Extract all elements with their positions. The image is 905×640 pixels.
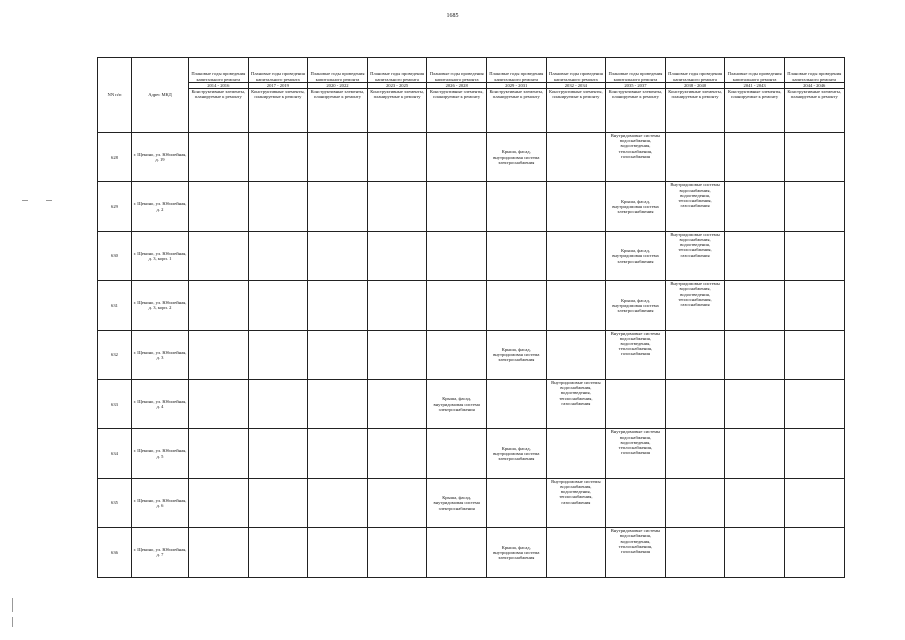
row-address: г. Щекино, ул. Юбилейная, д. 3, корп. 2 [132,281,189,330]
period-header-2 [248,58,308,89]
elements-header-row [98,89,845,133]
repair-elements-cell [725,379,785,428]
repair-elements-cell [784,330,844,379]
period-header-10 [725,58,785,89]
elements-header-10: Конструктивные элементы, планируемые к ремонту [725,89,785,133]
capital-repair-schedule-table [97,57,844,577]
table-row [98,379,845,428]
period-header-5 [427,58,487,89]
repair-elements-cell [248,231,308,280]
repair-elements-cell [367,281,427,330]
repair-elements-cell: Внутридомовые системы водоснабжения, водоотведения, теплоснабжения, газоснабжения [606,133,666,182]
table-row [98,182,845,231]
period-header-8 [606,58,666,89]
period-header-4 [367,58,427,89]
repair-elements-cell: Внутридомовые системы водоснабжения, водоотведения, теплоснабжения, газоснабжения [606,528,666,577]
repair-elements-cell [784,379,844,428]
repair-elements-cell [427,281,487,330]
repair-elements-cell: Внутридомовые системы водоснабжения, водоотведения, теплоснабжения, газоснабжения [546,478,606,527]
period-header-label: Плановые годы проведения капитального ремонта [489,71,544,82]
repair-elements-cell [367,379,427,428]
num-header: NN п/п [98,58,132,133]
repair-elements-cell [367,133,427,182]
row-number: 636 [98,528,132,577]
repair-elements-cell [486,182,546,231]
row-number: 633 [98,379,132,428]
repair-elements-cell [248,330,308,379]
elements-header-6: Конструктивные элементы, планируемые к ремонту [486,89,546,133]
table-row [98,231,845,280]
period-years: 2035 - 2037 [606,82,665,88]
repair-elements-cell [248,478,308,527]
table-row [98,133,845,182]
repair-elements-cell [427,330,487,379]
repair-elements-cell [189,182,249,231]
repair-elements-cell [308,281,368,330]
table-row [98,478,845,527]
repair-elements-cell [486,379,546,428]
repair-elements-cell [725,478,785,527]
repair-elements-cell [427,231,487,280]
repair-elements-cell [427,429,487,478]
repair-elements-cell: Внутридомовые системы водоснабжения, водоотведения, теплоснабжения, газоснабжения [665,281,725,330]
repair-elements-cell [308,379,368,428]
repair-elements-cell [248,429,308,478]
repair-elements-cell [486,478,546,527]
repair-elements-cell [784,231,844,280]
repair-elements-cell [248,133,308,182]
elements-header-3: Конструктивные элементы, планируемые к ремонту [308,89,368,133]
repair-elements-cell [665,478,725,527]
repair-elements-cell [248,528,308,577]
repair-elements-cell [367,478,427,527]
repair-elements-cell [248,281,308,330]
repair-elements-cell [367,528,427,577]
repair-elements-cell [725,281,785,330]
period-years: 2023 - 2025 [368,82,427,88]
row-number: 631 [98,281,132,330]
scan-artifact [22,200,28,201]
row-number: 635 [98,478,132,527]
repair-elements-cell [308,231,368,280]
repair-elements-cell [546,429,606,478]
repair-elements-cell [784,478,844,527]
repair-elements-cell [725,429,785,478]
repair-elements-cell [308,330,368,379]
repair-elements-cell [725,231,785,280]
period-header-label: Плановые годы проведения капитального ремонта [370,71,425,82]
repair-elements-cell: Крыша, фасад, внутридомовая система электроснабжения [606,281,666,330]
scan-artifact [46,200,52,201]
repair-elements-cell [665,133,725,182]
repair-elements-cell [189,429,249,478]
row-address: г. Щекино, ул. Юбилейная, д. 3 [132,330,189,379]
period-header-label: Плановые годы проведения капитального ремонта [310,71,365,82]
address-header: Адрес МКД [132,58,189,133]
period-years: 2041 - 2043 [725,82,784,88]
repair-elements-cell [308,478,368,527]
repair-elements-cell [367,182,427,231]
period-header-label: Плановые годы проведения капитального ремонта [787,71,842,82]
elements-header-4: Конструктивные элементы, планируемые к ремонту [367,89,427,133]
table-row [98,281,845,330]
row-number: 630 [98,231,132,280]
repair-elements-cell [189,478,249,527]
repair-elements-cell: Крыша, фасад, внутридомовая система электроснабжения [486,528,546,577]
repair-elements-cell: Внутридомовые системы водоснабжения, водоотведения, теплоснабжения, газоснабжения [665,182,725,231]
repair-elements-cell: Крыша, фасад, внутридомовая система электроснабжения [427,379,487,428]
repair-elements-cell [606,379,666,428]
period-years: 2032 - 2034 [547,82,606,88]
period-header-11 [784,58,844,89]
repair-elements-cell [665,330,725,379]
period-header-3 [308,58,368,89]
period-years: 2038 - 2040 [666,82,725,88]
repair-elements-cell [784,528,844,577]
repair-elements-cell [486,281,546,330]
period-header-label: Плановые годы проведения капитального ремонта [608,71,663,82]
repair-elements-cell: Внутридомовые системы водоснабжения, водоотведения, теплоснабжения, газоснабжения [606,429,666,478]
repair-elements-cell [784,429,844,478]
repair-elements-cell: Крыша, фасад, внутридомовая система электроснабжения [606,182,666,231]
period-header-7 [546,58,606,89]
elements-header-7: Конструктивные элементы, планируемые к ремонту [546,89,606,133]
period-header-1 [189,58,249,89]
repair-elements-cell [189,281,249,330]
repair-elements-cell [367,231,427,280]
period-header-row [98,58,845,89]
repair-elements-cell [308,182,368,231]
table-row [98,429,845,478]
repair-elements-cell [248,379,308,428]
repair-elements-cell [725,330,785,379]
repair-elements-cell [725,182,785,231]
row-address: г. Щекино, ул. Юбилейная, д. 4 [132,379,189,428]
elements-header-9: Конструктивные элементы, планируемые к ремонту [665,89,725,133]
period-years: 2029 - 2031 [487,82,546,88]
elements-header-2: Конструктивные элементы, планируемые к ремонту [248,89,308,133]
row-address: г. Щекино, ул. Юбилейная, д. 3, корп. 1 [132,231,189,280]
row-address: г. Щекино, ул. Юбилейная, д. 5 [132,429,189,478]
row-address: г. Щекино, ул. Юбилейная, д. 7 [132,528,189,577]
row-address: г. Щекино, ул. Юбилейная, д. 2 [132,182,189,231]
repair-elements-cell [189,528,249,577]
period-header-label: Плановые годы проведения капитального ремонта [191,71,246,82]
repair-elements-cell: Крыша, фасад, внутридомовая система электроснабжения [486,330,546,379]
repair-elements-cell [546,281,606,330]
row-number: 628 [98,133,132,182]
repair-elements-cell [189,330,249,379]
repair-elements-cell: Внутридомовые системы водоснабжения, водоотведения, теплоснабжения, газоснабжения [665,231,725,280]
period-header-label: Плановые годы проведения капитального ремонта [727,71,782,82]
repair-elements-cell [308,133,368,182]
repair-elements-cell [248,182,308,231]
elements-header-5: Конструктивные элементы, планируемые к ремонту [427,89,487,133]
repair-elements-cell: Крыша, фасад, внутридомовая система электроснабжения [427,478,487,527]
period-header-9 [665,58,725,89]
repair-elements-cell [308,429,368,478]
period-header-label: Плановые годы проведения капитального ремонта [548,71,603,82]
repair-elements-cell: Крыша, фасад, внутридомовая система электроснабжения [486,133,546,182]
repair-elements-cell [427,182,487,231]
repair-elements-cell [784,281,844,330]
repair-elements-cell [427,528,487,577]
period-header-label: Плановые годы проведения капитального ремонта [668,71,723,82]
repair-elements-cell [546,133,606,182]
elements-header-8: Конструктивные элементы, планируемые к ремонту [606,89,666,133]
repair-elements-cell [725,528,785,577]
row-address: г. Щекино, ул. Юбилейная, д. 19 [132,133,189,182]
period-header-label: Плановые годы проведения капитального ремонта [250,71,305,82]
repair-elements-cell [784,182,844,231]
repair-elements-cell [606,478,666,527]
period-years: 2014 - 2016 [189,82,248,88]
row-number: 634 [98,429,132,478]
period-years: 2026 - 2028 [427,82,486,88]
row-number: 632 [98,330,132,379]
repair-elements-cell [427,133,487,182]
repair-elements-cell [308,528,368,577]
repair-elements-cell [546,330,606,379]
period-years: 2044 - 2046 [785,82,844,88]
repair-elements-cell [546,231,606,280]
repair-elements-cell [189,379,249,428]
period-years: 2017 - 2019 [249,82,308,88]
repair-elements-cell: Крыша, фасад, внутридомовая система электроснабжения [486,429,546,478]
repair-elements-cell [784,133,844,182]
repair-elements-cell [189,133,249,182]
repair-elements-cell [665,528,725,577]
page-number: 1685 [446,13,459,19]
repair-elements-cell [665,379,725,428]
row-number: 629 [98,182,132,231]
repair-elements-cell [665,429,725,478]
period-header-label: Плановые годы проведения капитального ремонта [429,71,484,82]
repair-elements-cell: Внутридомовые системы водоснабжения, водоотведения, теплоснабжения, газоснабжения [606,330,666,379]
repair-elements-cell [189,231,249,280]
row-address: г. Щекино, ул. Юбилейная, д. 6 [132,478,189,527]
table-row [98,528,845,577]
repair-elements-cell [367,429,427,478]
period-years: 2020 - 2022 [308,82,367,88]
elements-header-11: Конструктивные элементы, планируемые к ремонту [784,89,844,133]
period-header-6 [486,58,546,89]
repair-elements-cell: Внутридомовые системы водоснабжения, водоотведения, теплоснабжения, газоснабжения [546,379,606,428]
repair-elements-cell [725,133,785,182]
repair-elements-cell [546,182,606,231]
repair-elements-cell: Крыша, фасад, внутридомовая система электроснабжения [606,231,666,280]
table-row [98,330,845,379]
scan-artifact [12,598,13,612]
repair-elements-cell [486,231,546,280]
elements-header-1: Конструктивные элементы, планируемые к ремонту [189,89,249,133]
repair-elements-cell [546,528,606,577]
scan-artifact [12,617,13,627]
repair-elements-cell [367,330,427,379]
